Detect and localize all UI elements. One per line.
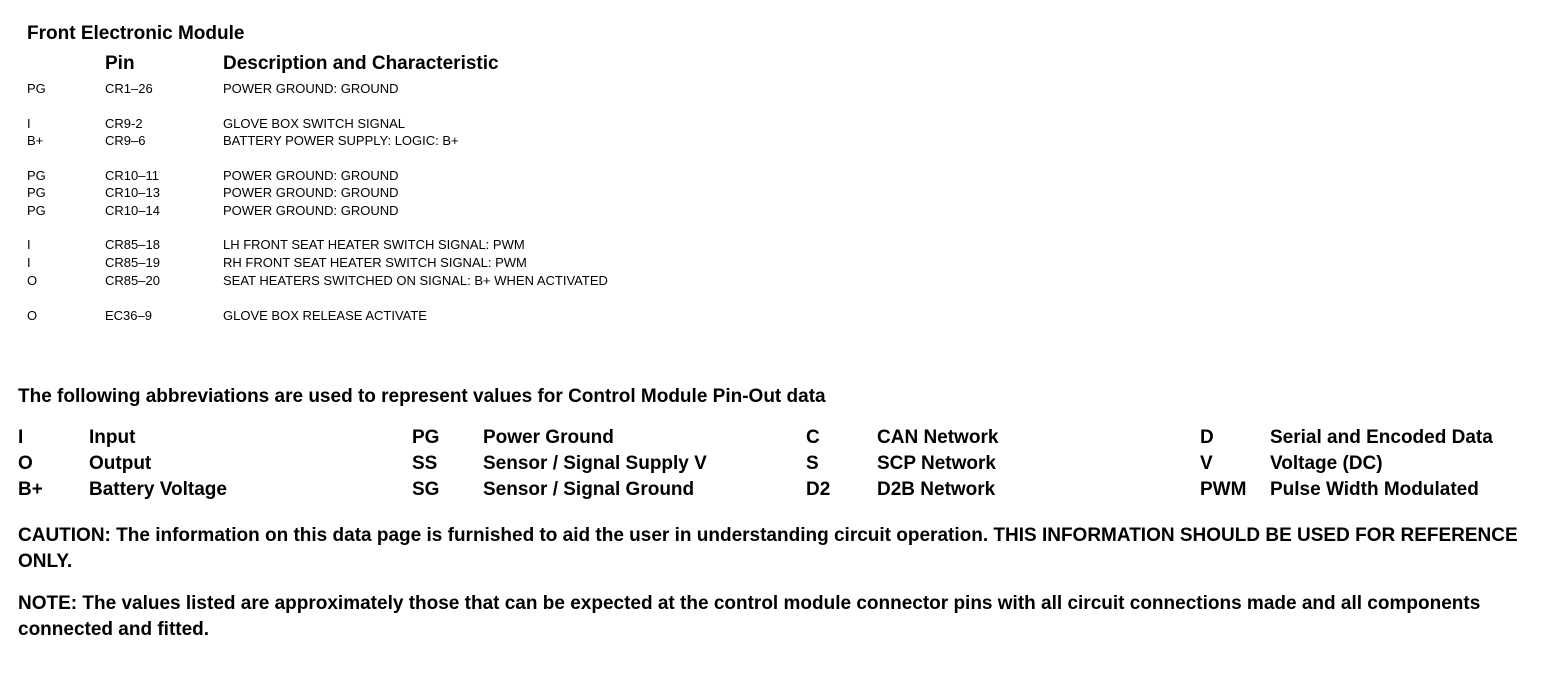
pin-type: PG <box>27 203 46 218</box>
pin-id: CR10–11 <box>105 168 159 183</box>
description-column-header: Description and Characteristic <box>223 53 499 74</box>
abbr-meaning: Sensor / Signal Ground <box>483 479 695 500</box>
pin-description: POWER GROUND: GROUND <box>223 203 399 218</box>
abbr-meaning: CAN Network <box>877 427 999 448</box>
abbr-code: V <box>1200 453 1213 474</box>
pin-type: B+ <box>27 133 44 148</box>
abbr-meaning: Input <box>89 427 136 448</box>
abbr-meaning: Battery Voltage <box>89 479 227 500</box>
pin-type: PG <box>27 168 46 183</box>
pin-type: O <box>27 308 38 323</box>
abbr-meaning: D2B Network <box>877 479 996 500</box>
abbr-meaning: Serial and Encoded Data <box>1270 427 1493 448</box>
pin-type: I <box>27 116 31 131</box>
abbr-code: C <box>806 427 820 448</box>
abbr-code: D2 <box>806 479 831 500</box>
pin-id: CR10–13 <box>105 185 160 200</box>
pin-type: PG <box>27 81 46 96</box>
pin-description: SEAT HEATERS SWITCHED ON SIGNAL: B+ WHEN ACTIVATED <box>223 273 608 288</box>
pin-row <box>0 81 1000 97</box>
abbr-meaning: Sensor / Signal Supply V <box>483 453 707 474</box>
abbr-meaning: Voltage (DC) <box>1270 453 1383 474</box>
pin-type: O <box>27 273 38 288</box>
pin-id: CR85–19 <box>105 255 160 270</box>
pin-description: POWER GROUND: GROUND <box>223 185 399 200</box>
pin-row <box>0 255 1000 271</box>
pin-column-header: Pin <box>105 53 135 74</box>
abbr-code: SG <box>412 479 440 500</box>
pin-description: POWER GROUND: GROUND <box>223 168 399 183</box>
pin-row <box>0 168 1000 184</box>
pin-row <box>0 273 1000 289</box>
abbr-code: O <box>18 453 33 474</box>
pin-description: BATTERY POWER SUPPLY: LOGIC: B+ <box>223 133 459 148</box>
abbr-code: S <box>806 453 819 474</box>
pin-id: CR85–18 <box>105 237 160 252</box>
abbr-code: B+ <box>18 479 43 500</box>
pin-row <box>0 237 1000 253</box>
pin-row <box>0 116 1000 132</box>
pin-id: CR9–6 <box>105 133 146 148</box>
pin-description: GLOVE BOX RELEASE ACTIVATE <box>223 308 427 323</box>
pin-description: GLOVE BOX SWITCH SIGNAL <box>223 116 406 131</box>
pin-id: EC36–9 <box>105 308 152 323</box>
note-text: NOTE: The values listed are approximately those that can be expected at the control module connector pins with all circuit connections made and all components connected and fitted. <box>18 593 1481 640</box>
abbr-code: I <box>18 427 24 448</box>
pin-description: RH FRONT SEAT HEATER SWITCH SIGNAL: PWM <box>223 255 527 270</box>
abbr-code: PWM <box>1200 479 1247 500</box>
abbr-code: SS <box>412 453 438 474</box>
pin-type: PG <box>27 185 46 200</box>
pin-type: I <box>27 237 31 252</box>
pin-id: CR9-2 <box>105 116 143 131</box>
module-title: Front Electronic Module <box>27 23 245 44</box>
pin-type: I <box>27 255 31 270</box>
abbr-meaning: SCP Network <box>877 453 996 474</box>
pin-description: POWER GROUND: GROUND <box>223 81 399 96</box>
abbr-meaning: Power Ground <box>483 427 614 448</box>
abbr-meaning: Pulse Width Modulated <box>1270 479 1479 500</box>
pin-id: CR1–26 <box>105 81 153 96</box>
abbr-code: PG <box>412 427 440 448</box>
pin-id: CR10–14 <box>105 203 160 218</box>
caution-text: CAUTION: The information on this data page is furnished to aid the user in understanding circuit operation. THIS INFORMATION SHOULD BE USED FOR REFERENCE ONLY. <box>18 525 1518 572</box>
pin-row <box>0 185 1000 201</box>
pin-row <box>0 308 1000 324</box>
pin-row <box>0 203 1000 219</box>
abbreviations-intro: The following abbreviations are used to represent values for Control Module Pin-Out data <box>18 386 826 407</box>
abbr-code: D <box>1200 427 1214 448</box>
pin-id: CR85–20 <box>105 273 160 288</box>
abbr-meaning: Output <box>89 453 152 474</box>
pin-description: LH FRONT SEAT HEATER SWITCH SIGNAL: PWM <box>223 237 525 252</box>
pin-row <box>0 133 1000 149</box>
